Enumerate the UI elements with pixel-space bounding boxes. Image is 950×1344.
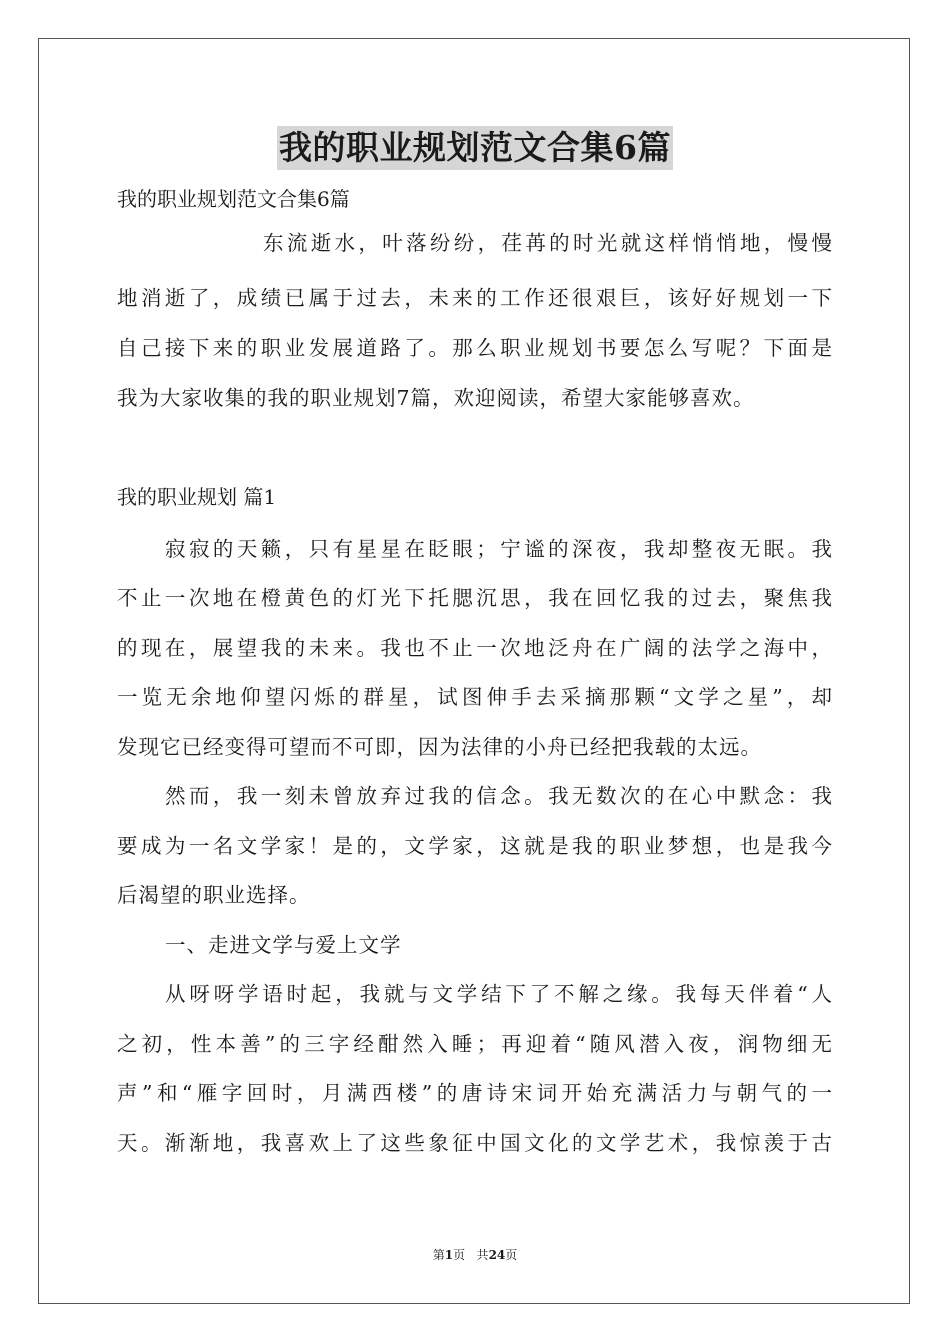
total-pages: 24 bbox=[488, 1248, 506, 1262]
document-subtitle: 我的职业规划范文合集6篇 bbox=[117, 187, 350, 211]
page-prefix: 第 bbox=[432, 1248, 445, 1262]
paragraph-line: 然而，我一刻未曾放弃过我的信念。我无数次的在心中默念：我 bbox=[165, 784, 833, 808]
intro-line: 东流逝水，叶落纷纷，荏苒的时光就这样悄悄地，慢慢 bbox=[263, 231, 833, 255]
intro-line: 地消逝了，成绩已属于过去，未来的工作还很艰巨，该好好规划一下 bbox=[117, 286, 833, 310]
intro-line: 自己接下来的职业发展道路了。那么职业规划书要怎么写呢？下面是 bbox=[117, 336, 833, 360]
paragraph-line: 之初，性本善”的三字经酣然入睡；再迎着“随风潜入夜，润物细无 bbox=[117, 1032, 833, 1056]
page-number: 1 bbox=[444, 1248, 454, 1262]
section-heading: 我的职业规划 篇1 bbox=[117, 485, 277, 509]
total-suffix: 页 bbox=[505, 1248, 518, 1262]
paragraph-line: 不止一次地在橙黄色的灯光下托腮沉思，我在回忆我的过去，聚焦我 bbox=[117, 586, 833, 610]
page-footer bbox=[0, 1247, 950, 1263]
paragraph-line: 的现在，展望我的未来。我也不止一次地泛舟在广阔的法学之海中， bbox=[117, 636, 833, 660]
intro-line: 我为大家收集的我的职业规划7篇，欢迎阅读，希望大家能够喜欢。 bbox=[117, 386, 755, 410]
document-title: 我的职业规划范文合集6篇 bbox=[277, 126, 673, 170]
title-container bbox=[0, 126, 950, 170]
paragraph-line: 要成为一名文学家！是的，文学家，这就是我的职业梦想，也是我今 bbox=[117, 834, 833, 858]
paragraph-line: 声”和“雁字回时，月满西楼”的唐诗宋词开始充满活力与朝气的一 bbox=[117, 1081, 833, 1105]
paragraph-line: 从呀呀学语时起，我就与文学结下了不解之缘。我每天伴着“人 bbox=[165, 982, 833, 1006]
paragraph-line: 寂寂的天籁，只有星星在眨眼；宁谧的深夜，我却整夜无眠。我 bbox=[165, 537, 833, 561]
total-prefix: 共 bbox=[476, 1248, 489, 1262]
subheading: 一、走进文学与爱上文学 bbox=[165, 933, 402, 957]
paragraph-line: 后渴望的职业选择。 bbox=[117, 883, 311, 907]
page-suffix: 页 bbox=[453, 1248, 466, 1262]
paragraph-line: 天。渐渐地，我喜欢上了这些象征中国文化的文学艺术，我惊羡于古 bbox=[117, 1131, 833, 1155]
paragraph-line: 一览无余地仰望闪烁的群星，试图伸手去采摘那颗“文学之星”，却 bbox=[117, 685, 833, 709]
paragraph-line: 发现它已经变得可望而不可即，因为法律的小舟已经把我载的太远。 bbox=[117, 735, 762, 759]
